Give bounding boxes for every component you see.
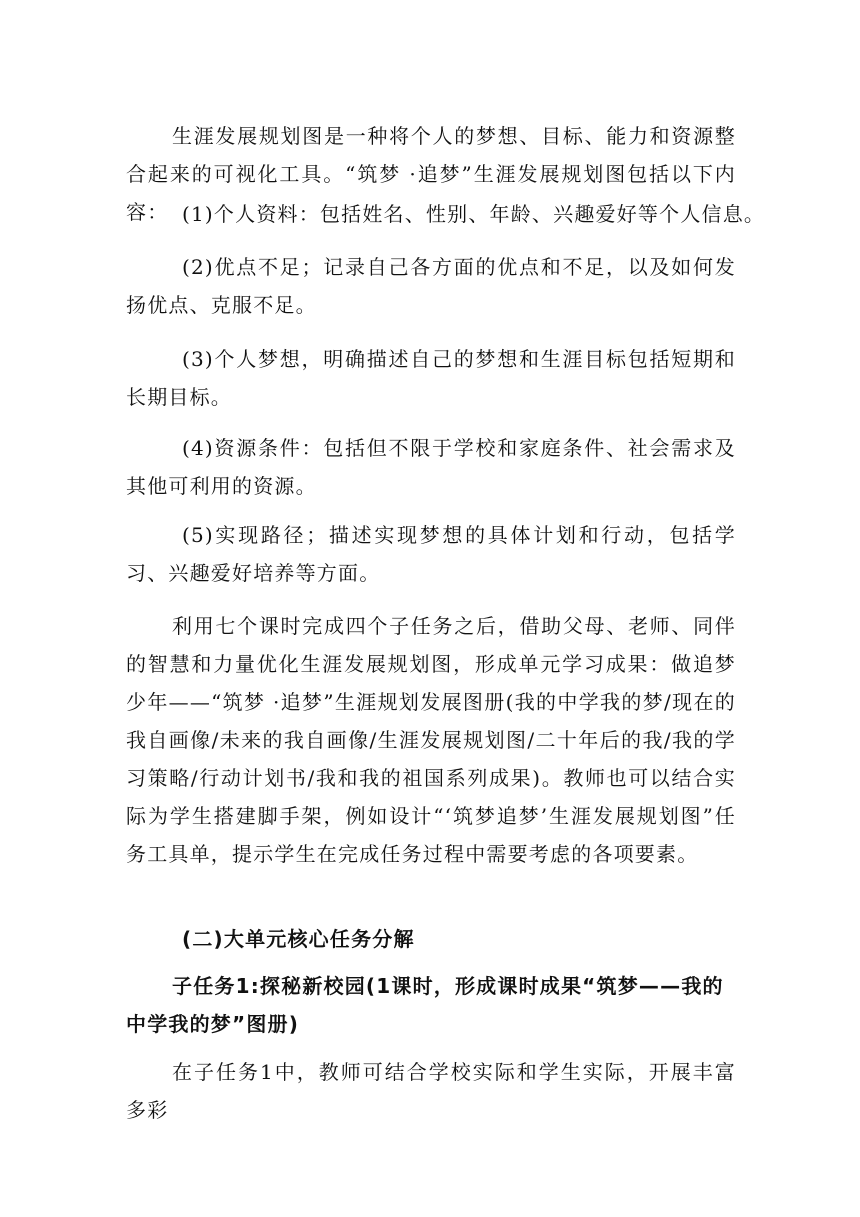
outcome-paragraph: 利用七个课时完成四个子任务之后，借助父母、老师、同伴的智慧和力量优化生涯发展规划图，形成单元学习成果：做追梦少年——“筑梦 ·追梦”生涯规划发展图册(我的中学我的梦/现在的我自画像/未来的我自画像/生涯发展规划图/二十年后的我/我的学习策略/行动计划书/我和我的祖国系列成果)。教师也可以结合实际为学生搭建脚手架，例如设计“‘筑梦追梦’生涯发展规划图”任务工具单，提示学生在完成任务过程中需要考虑的各项要素。 <box>126 614 736 866</box>
list-item-strengths-weaknesses: (2)优点不足；记录自己各方面的优点和不足，以及如何发扬优点、克服不足。 <box>126 255 736 317</box>
section-heading: (二)大单元核心任务分解 <box>182 927 415 951</box>
list-item-implementation-path: (5)实现路径；描述实现梦想的具体计划和行动，包括学习、兴趣爱好培养等方面。 <box>126 523 736 585</box>
list-item-resources: (4)资源条件：包括但不限于学校和家庭条件、社会需求及其他可利用的资源。 <box>126 436 736 498</box>
list-item-personal-info: (1)个人资料：包括姓名、性别、年龄、兴趣爱好等个人信息。 <box>182 202 766 226</box>
list-item-personal-dream: (3)个人梦想，明确描述自己的梦想和生涯目标包括短期和长期目标。 <box>126 347 736 409</box>
final-paragraph: 在子任务1中，教师可结合学校实际和学生实际，开展丰富多彩 <box>126 1060 736 1122</box>
subtask-heading: 子任务1:探秘新校园(1课时，形成课时成果“筑梦——我的中学我的梦”图册) <box>126 974 724 1036</box>
intro-paragraph: 生涯发展规划图是一种将个人的梦想、目标、能力和资源整合起来的可视化工具。“筑梦 ·追梦”生涯发展规划图包括以下内容： <box>126 124 736 224</box>
